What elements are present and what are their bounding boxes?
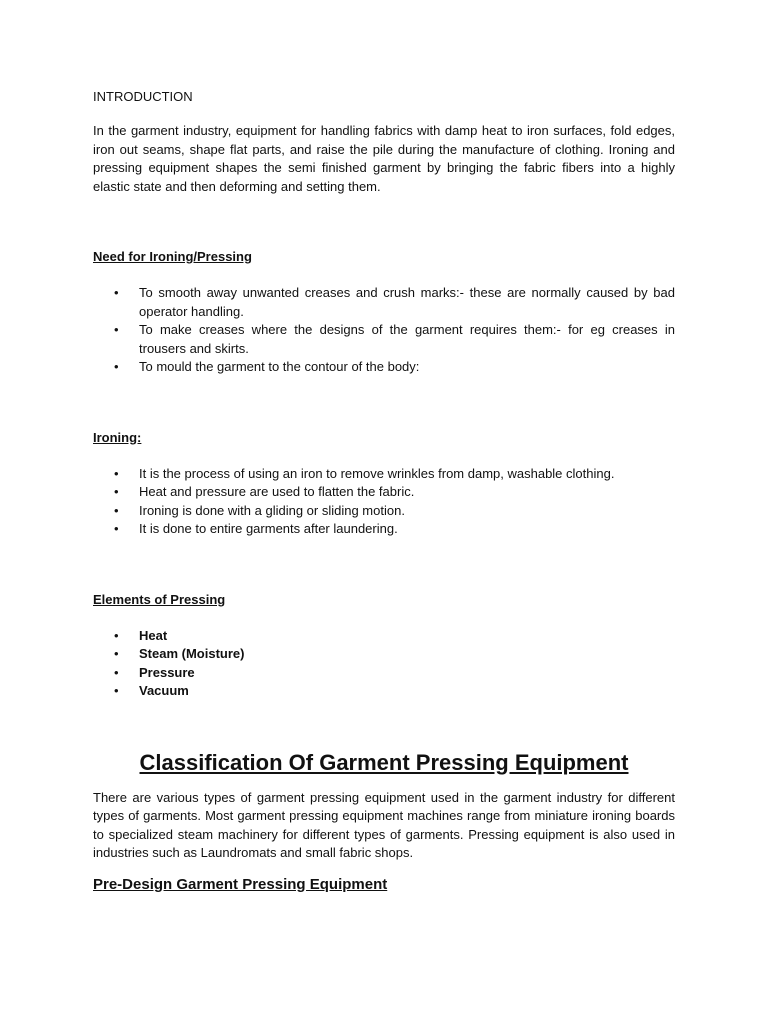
bullet-icon: •: [114, 683, 119, 698]
classification-paragraph: There are various types of garment pressing equipment used in the garment industry for different types of garments. Most garment pressing equipment machines range from miniature ironing boards to specialized steam machinery for different types of garments. Pressing equipment is also used in industries such as Laundromats and small fabric shops.: [93, 789, 675, 860]
document-page: [93, 88, 675, 895]
list-item-text: Pressure: [139, 664, 195, 680]
list-item-text: Heat: [139, 627, 168, 643]
list-item-text: To make creases where the designs of the garment requires them:- for eg creases in trousers and skirts.: [139, 322, 675, 356]
elements-heading: Elements of Pressing: [93, 591, 226, 607]
bullet-icon: •: [114, 664, 119, 680]
list-item-text: Steam (Moisture): [139, 646, 245, 661]
list-item: [93, 321, 675, 358]
bullet-icon: •: [114, 322, 119, 337]
need-list: [93, 284, 675, 377]
list-item: [93, 664, 675, 683]
bullet-icon: •: [114, 627, 119, 643]
list-item: [93, 520, 675, 539]
list-item: [93, 682, 675, 701]
need-heading: Need for Ironing/Pressing: [93, 249, 252, 264]
intro-heading: INTRODUCTION: [93, 89, 193, 104]
list-item: [93, 483, 675, 502]
list-item-text: It is done to entire garments after laundering.: [139, 521, 398, 536]
list-item-text: To smooth away unwanted creases and crush marks:- these are normally caused by bad operator handling.: [139, 285, 675, 319]
list-item: [93, 502, 675, 521]
ironing-heading: Ironing:: [93, 429, 142, 445]
bullet-icon: •: [114, 285, 119, 300]
intro-paragraph: In the garment industry, equipment for handling fabrics with damp heat to iron surfaces, fold edges, iron out seams, shape flat parts, and raise the pile during the manufacture of clothing. Ironing and pressing equipment shapes the semi finished garment by bringing the fabric fibers into a highly elastic state and then deforming and setting them.: [93, 123, 675, 194]
elements-list: [93, 627, 675, 701]
list-item-text: To mould the garment to the contour of the body:: [139, 359, 420, 374]
list-item: [93, 627, 675, 646]
bullet-icon: •: [114, 484, 119, 499]
pre-design-subheading: Pre-Design Garment Pressing Equipment: [93, 875, 388, 893]
list-item: [93, 645, 675, 664]
bullet-icon: •: [114, 502, 119, 518]
list-item: [93, 358, 675, 377]
list-item: [93, 284, 675, 321]
bullet-icon: •: [114, 521, 119, 536]
classification-title: Classification Of Garment Pressing Equipment: [139, 749, 629, 775]
bullet-icon: •: [114, 465, 119, 481]
list-item-text: Vacuum: [139, 683, 189, 698]
list-item-text: It is the process of using an iron to remove wrinkles from damp, washable clothing.: [139, 465, 615, 481]
list-item-text: Ironing is done with a gliding or sliding motion.: [139, 502, 405, 518]
list-item: [93, 465, 675, 484]
bullet-icon: •: [114, 359, 119, 374]
ironing-list: [93, 465, 675, 539]
bullet-icon: •: [114, 646, 119, 661]
list-item-text: Heat and pressure are used to flatten the fabric.: [139, 484, 415, 499]
